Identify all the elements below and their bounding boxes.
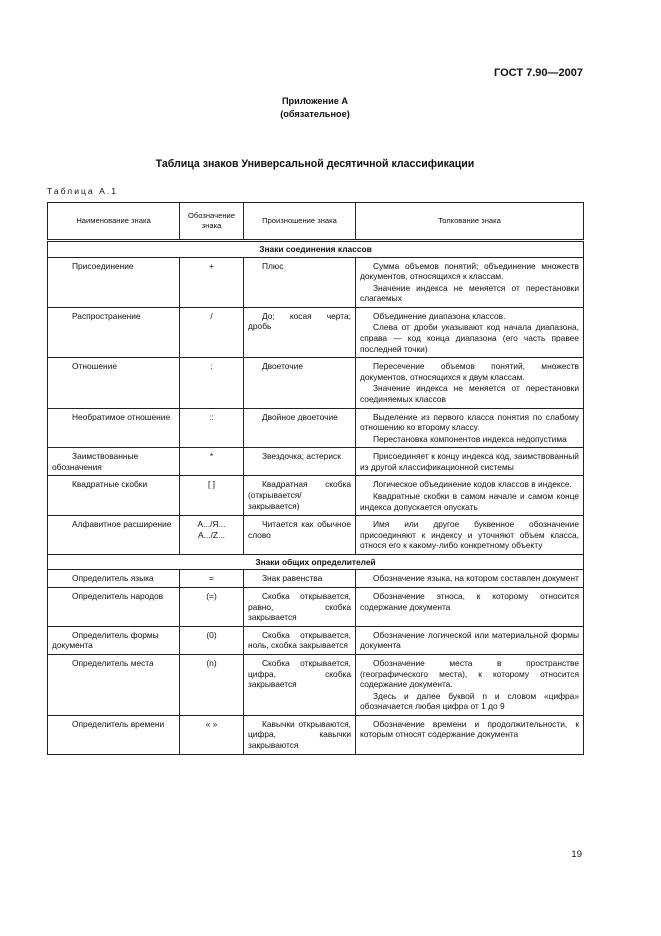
sign-symbol: (n) [180,654,244,715]
table-header-row [48,203,584,241]
sign-interpretation [356,516,584,555]
table-row [48,570,584,588]
interpretation-paragraph: Значение индекса не меняется от перестановки соединяемых классов [360,383,579,404]
sign-name: Определитель формы документа [48,626,180,654]
sign-symbol: : [180,358,244,408]
sign-name: Определитель места [48,654,180,715]
interpretation-paragraph: Обозначение времени и продолжительности, к которым относят содержание документа [360,718,579,740]
column-header: Наименование знака [48,203,180,241]
table-row [48,588,584,627]
sign-name: Алфавитное расширение [48,516,180,555]
interpretation-paragraph: Объединение диапазона классов. [373,310,506,321]
appendix-heading [0,95,630,122]
section-row [48,554,584,570]
sign-pronunciation: Двоеточие [244,358,356,408]
sign-interpretation [356,408,584,448]
table-body [48,241,584,755]
sign-pronunciation: Скобка открывается, равно, скобка закрывается [244,588,356,627]
table-row [48,654,584,715]
column-header: Произношение знака [244,203,356,241]
udc-signs-table [47,202,584,755]
sign-pronunciation: До; косая черта; дробь [244,307,356,357]
sign-interpretation [356,626,584,654]
table-row [48,715,584,754]
sign-name: Определитель народов [48,588,180,627]
table-row [48,516,584,555]
interpretation-paragraph: Обозначение языка, на котором составлен документ [373,573,579,584]
table-row [48,307,584,357]
table-row [48,476,584,516]
interpretation-paragraph: Обозначение этноса, к которому относится содержание документа [360,591,579,612]
table-title: Таблица знаков Универсальной десятичной классификации [155,158,475,170]
sign-name: Распространение [48,307,180,357]
sign-name: Присоединение [48,257,180,307]
sign-interpretation [356,448,584,476]
interpretation-paragraph: Значение индекса не меняется от перестановки слагаемых [360,282,579,304]
sign-interpretation [356,476,584,516]
interpretation-paragraph: Логическое объединение кодов классов в индексе. [373,479,572,490]
sign-symbol: [ ] [180,476,244,516]
sign-interpretation [356,715,584,754]
appendix-subtitle: (обязательное) [280,109,350,120]
sign-name: Отношение [48,358,180,408]
sign-name: Квадратные скобки [48,476,180,516]
sign-name: Определитель языка [48,570,180,588]
section-title: Знаки соединения классов [48,241,584,258]
sign-pronunciation: Знак равенства [244,570,356,588]
sign-symbol: (=) [180,588,244,627]
interpretation-paragraph: Присоединяет к концу индекса код, заимствованный из другой классификационной системы [360,451,579,472]
sign-pronunciation: Плюс [244,257,356,307]
appendix-title: Приложение А [281,96,349,106]
interpretation-paragraph: Квадратные скобки в самом начале и самом конце индекса допускается опускать [360,490,579,512]
sign-symbol: = [180,570,244,588]
page-number: 19 [571,849,582,860]
column-header: Обозначение знака [180,203,244,241]
column-header: Толкование знака [356,203,584,241]
interpretation-paragraph: Перестановка компонентов индекса недопустима [373,433,567,444]
interpretation-paragraph: Сумма объемов понятий; объединение множеств документов, относящихся к классам. [360,260,579,282]
sign-symbol: « » [180,715,244,754]
table-row [48,257,584,307]
table-row [48,626,584,654]
sign-interpretation [356,654,584,715]
sign-symbol-line: A.../Z... [198,529,225,540]
sign-symbol: * [180,448,244,476]
sign-pronunciation: Квадратная скобка (открывается/закрывается) [244,476,356,516]
sign-pronunciation: Двойное двоеточие [244,408,356,448]
sign-interpretation [356,307,584,357]
document-code: ГОСТ 7.90—2007 [494,67,583,79]
interpretation-paragraph: Имя или другое буквенное обозначение присоединяют к индексу и уточняют объем класса, относя его к какому-либо конкретному объекту [360,519,579,551]
interpretation-paragraph: Пересечение объемов понятий, множеств документов, относящихся к двум классам. [360,361,579,382]
interpretation-paragraph: Обозначение логической или материальной формы документа [360,629,579,651]
sign-interpretation [356,358,584,408]
sign-symbol: (0) [180,626,244,654]
section-title: Знаки общих определителей [48,554,584,570]
sign-interpretation [356,257,584,307]
interpretation-paragraph: Здесь и далее буквой n и словом «цифра» обозначается любая цифра от 1 до 9 [360,690,579,712]
sign-symbol: / [180,307,244,357]
sign-pronunciation: Читается как обычное слово [244,516,356,555]
sign-symbol-line: А.../Я... [197,519,226,530]
table-row [48,448,584,476]
section-row [48,241,584,258]
table-label: Таблица А.1 [47,186,118,196]
interpretation-paragraph: Слева от дроби указывают код начала диапазона, справа — код конца диапазона (его часть правее последней точки) [360,322,579,354]
sign-interpretation [356,570,584,588]
table-row [48,358,584,408]
interpretation-paragraph: Выделение из первого класса понятия по слабому отношению ко второму классу. [360,411,579,433]
sign-pronunciation: Скобка открывается, цифра, скобка закрывается [244,654,356,715]
sign-symbol: + [180,257,244,307]
table-row [48,408,584,448]
sign-pronunciation: Скобка открывается, ноль, скобка закрывается [244,626,356,654]
sign-name: Необратимое отношение [48,408,180,448]
sign-pronunciation: Звездочка; астериск [244,448,356,476]
sign-symbol [180,516,244,555]
sign-name: Определитель времени [48,715,180,754]
sign-symbol: :: [180,408,244,448]
sign-name: Заимствованные обозначения [48,448,180,476]
interpretation-paragraph: Обозначение места в пространстве (географического места), к которому относится содержание документа. [360,657,579,690]
sign-pronunciation: Кавычки открываются, цифра, кавычки закрываются [244,715,356,754]
sign-interpretation [356,588,584,627]
